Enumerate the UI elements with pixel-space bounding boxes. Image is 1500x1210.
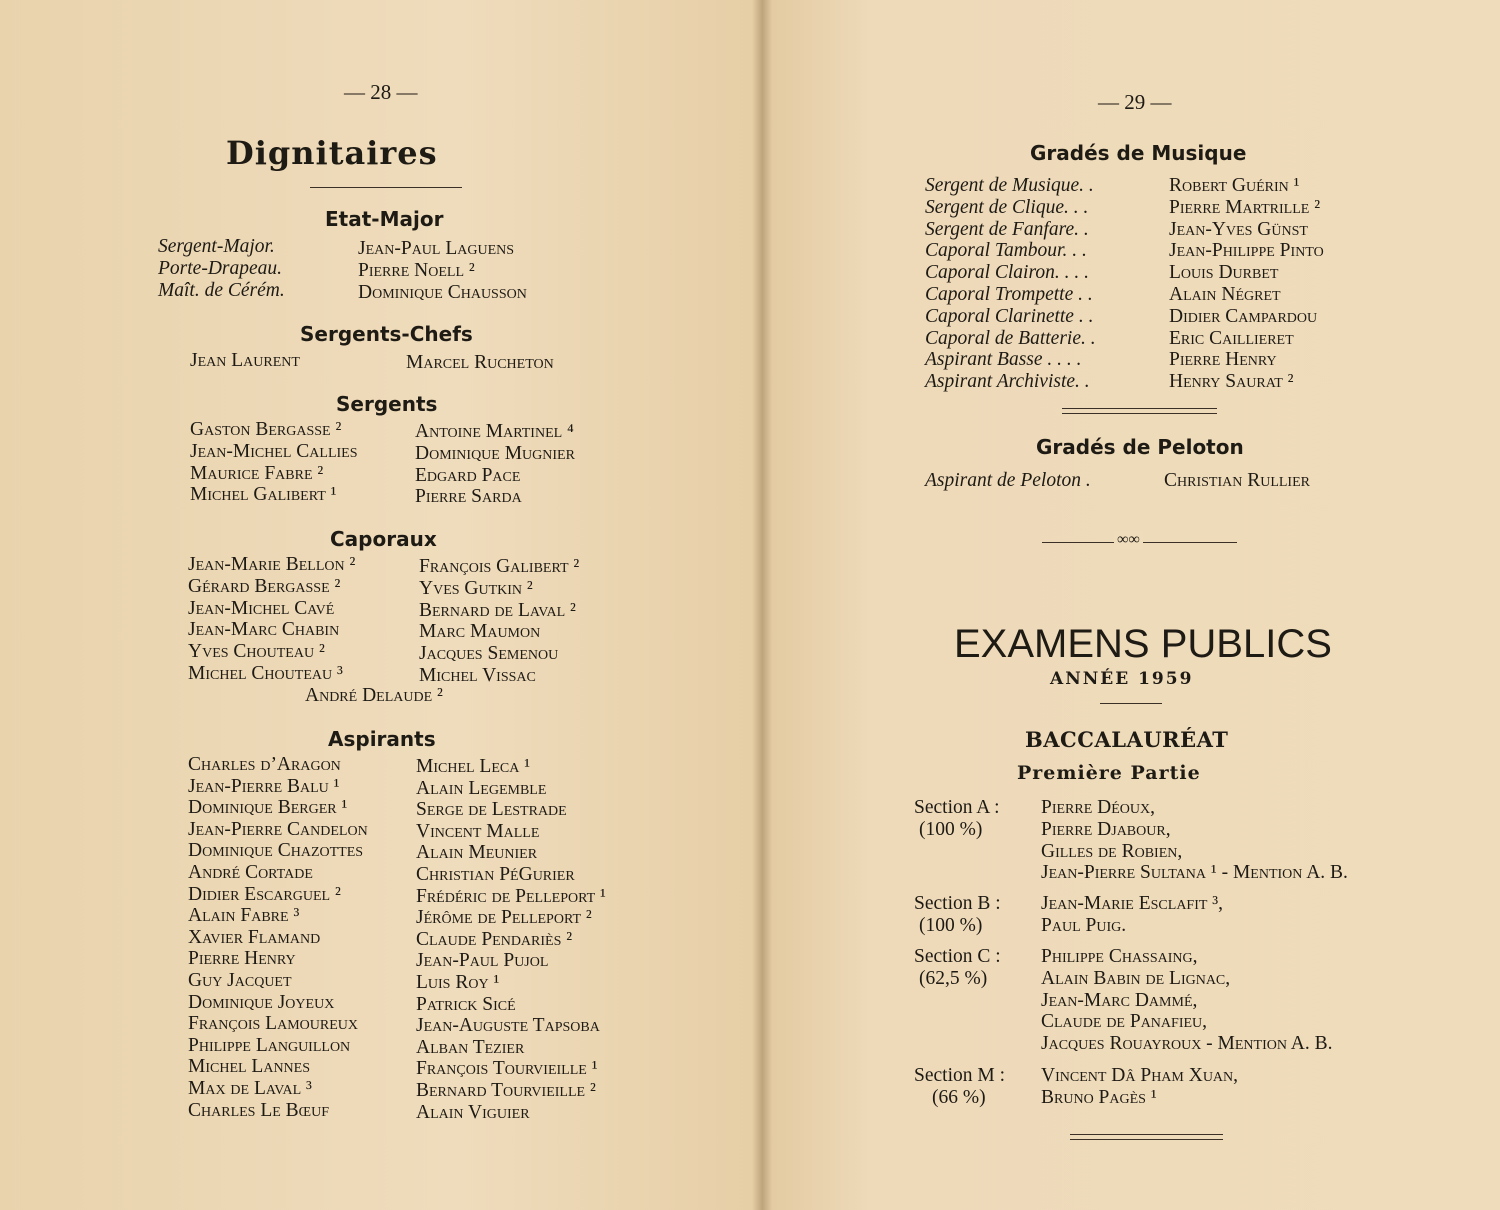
page-number: — 29 —	[1098, 90, 1172, 114]
bacc-title: BACCALAURÉAT	[1025, 727, 1229, 752]
section-label: Section A :	[914, 797, 1000, 818]
aspirants-col1: Charles d’Aragon Jean-Pierre Balu ¹ Dominique Berger ¹ Jean-Pierre Candelon Dominique Chazottes André Cortade Didier Escarguel ² Alain Fabre ³ Xavier Flamand Pierre Henry Guy Jacquet Dominique Joyeux François Lamoureux Philippe Languillon Michel Lannes Max de Laval ³ Charles Le Bœuf	[188, 754, 368, 1121]
section-label: Section B :	[914, 893, 1001, 914]
section-label: Section M :	[914, 1065, 1005, 1086]
section-names: Vincent Dâ Pham Xuan, Bruno Pagès ¹	[1041, 1065, 1239, 1108]
right-page	[762, 0, 1500, 1210]
section-heading: Etat-Major	[325, 207, 444, 231]
role: Aspirant de Peloton .	[925, 470, 1091, 491]
section-heading: Sergents-Chefs	[300, 322, 473, 346]
section-heading: Gradés de Peloton	[1036, 435, 1244, 459]
section-pct: (100 %)	[919, 819, 983, 840]
etat-major-roles: Sergent-Major. Porte-Drapeau. Maît. de Cérém.	[158, 236, 285, 301]
page-title: Dignitaires	[226, 134, 438, 172]
section-pct: (66 %)	[932, 1087, 986, 1108]
divider	[310, 187, 462, 188]
section-heading: Gradés de Musique	[1030, 141, 1247, 165]
name: Marcel Rucheton	[406, 352, 554, 373]
section-heading: Sergents	[336, 392, 438, 416]
name: André Delaude ²	[305, 685, 443, 706]
divider	[1100, 703, 1162, 704]
ornament-icon: ∞∞	[1114, 531, 1143, 549]
caporaux-col1: Jean-Marie Bellon ² Gérard Bergasse ² Jean-Michel Cavé Jean-Marc Chabin Yves Chouteau ² Michel Chouteau ³	[188, 554, 356, 684]
divider	[1062, 408, 1217, 414]
exam-title: EXAMENS PUBLICS	[954, 622, 1332, 666]
etat-major-names: Jean-Paul Laguens Pierre Noell ² Dominique Chausson	[358, 238, 527, 303]
musique-names: Robert Guérin ¹ Pierre Martrille ² Jean-Yves Günst Jean-Philippe Pinto Louis Durbet Alain Négret Didier Campardou Eric Caillieret Pierre Henry Henry Saurat ²	[1169, 175, 1324, 393]
page-number: — 28 —	[344, 80, 418, 104]
section-names: Pierre Déoux, Pierre Djabour, Gilles de Robien, Jean-Pierre Sultana ¹ - Mention A. B.	[1041, 797, 1348, 884]
section-names: Philippe Chassaing, Alain Babin de Lignac, Jean-Marc Dammé, Claude de Panafieu, Jacques Rouayroux - Mention A. B.	[1041, 946, 1333, 1055]
exam-year: ANNÉE 1959	[1050, 669, 1194, 689]
name: Christian Rullier	[1164, 470, 1310, 491]
section-heading: Aspirants	[328, 727, 436, 751]
sergents-col1: Gaston Bergasse ² Jean-Michel Callies Maurice Fabre ² Michel Galibert ¹	[190, 419, 358, 506]
book-gutter	[752, 0, 772, 1210]
section-pct: (100 %)	[919, 915, 983, 936]
divider	[1070, 1134, 1223, 1140]
bacc-part: Première Partie	[1017, 762, 1201, 784]
section-pct: (62,5 %)	[919, 968, 988, 989]
section-heading: Caporaux	[330, 527, 437, 551]
section-label: Section C :	[914, 946, 1001, 967]
musique-roles: Sergent de Musique. . Sergent de Clique. . . Sergent de Fanfare. . Caporal Tambour. . . Caporal Clairon. . . . Caporal Trompette . . Caporal Clarinette . . Caporal de Batterie. . Aspirant Basse . . . . Aspirant Archiviste. .	[925, 175, 1096, 393]
sergents-col2: Antoine Martinel ⁴ Dominique Mugnier Edgard Pace Pierre Sarda	[415, 421, 575, 508]
section-names: Jean-Marie Esclafit ³, Paul Puig.	[1041, 893, 1224, 936]
caporaux-col2: François Galibert ² Yves Gutkin ² Bernard de Laval ² Marc Maumon Jacques Semenou Michel Vissac	[419, 556, 580, 686]
name: Jean Laurent	[190, 350, 300, 371]
aspirants-col2: Michel Leca ¹ Alain Legemble Serge de Lestrade Vincent Malle Alain Meunier Christian PéGurier Frédéric de Pelleport ¹ Jérôme de Pelleport ² Claude Pendariès ² Jean-Paul Pujol Luis Roy ¹ Patrick Sicé Jean-Auguste Tapsoba Alban Tezier François Tourvieille ¹ Bernard Tourvieille ² Alain Viguier	[416, 756, 606, 1123]
